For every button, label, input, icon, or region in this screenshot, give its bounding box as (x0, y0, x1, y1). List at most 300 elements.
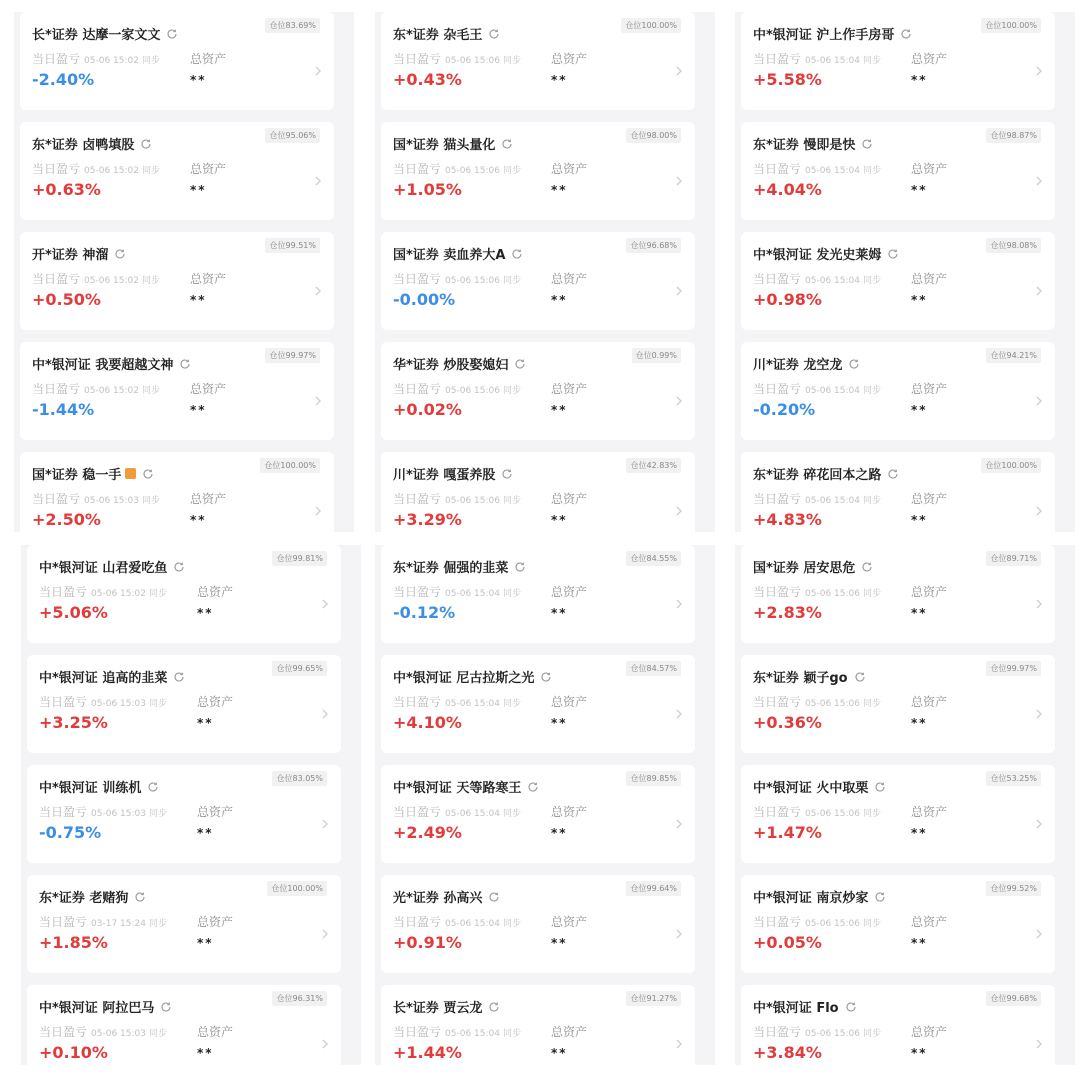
daily-pnl-value: +1.05% (393, 180, 462, 199)
sync-time: 05-06 15:06 (445, 496, 500, 506)
daily-pnl-label (32, 50, 160, 67)
account-card[interactable] (381, 452, 695, 532)
refresh-icon[interactable] (488, 28, 500, 40)
sync-time: 05-06 15:06 (445, 56, 500, 66)
chevron-right-icon[interactable] (321, 815, 329, 827)
total-assets-value: ** (911, 1046, 928, 1060)
refresh-icon[interactable] (501, 468, 513, 480)
chevron-right-icon[interactable] (321, 925, 329, 937)
account-card[interactable] (741, 985, 1055, 1065)
refresh-icon[interactable] (147, 781, 159, 793)
sync-label: 同步 (862, 809, 881, 819)
daily-pnl-label (39, 803, 167, 820)
total-assets-value: ** (911, 606, 928, 620)
account-panel (14, 12, 354, 532)
account-name-row (393, 24, 500, 43)
total-assets-value: ** (190, 183, 207, 197)
account-name: 东*证券 倔强的韭菜 (393, 561, 509, 576)
daily-pnl-value: +3.25% (39, 713, 108, 732)
account-card[interactable] (741, 232, 1055, 330)
chevron-right-icon[interactable] (675, 705, 683, 717)
position-badge: 仓位100.00% (621, 18, 681, 33)
account-name-row (753, 667, 866, 686)
badge-icon (125, 468, 136, 479)
total-assets-value: ** (551, 826, 568, 840)
pnl-label-text: 当日盈亏 (393, 382, 442, 396)
account-name-row (32, 354, 191, 373)
chevron-right-icon[interactable] (675, 595, 683, 607)
total-assets-label: 总资产 (551, 805, 588, 819)
account-card[interactable] (381, 765, 695, 863)
total-assets-label: 总资产 (551, 162, 588, 176)
chevron-right-icon[interactable] (675, 392, 683, 404)
position-badge: 仓位42.83% (626, 458, 681, 473)
daily-pnl-value: -0.12% (393, 603, 456, 622)
account-card[interactable] (381, 875, 695, 973)
refresh-icon[interactable] (514, 358, 526, 370)
account-name-row (393, 354, 526, 373)
total-assets-label: 总资产 (911, 162, 948, 176)
total-assets-label: 总资产 (190, 492, 227, 506)
position-badge: 仓位99.81% (272, 551, 327, 566)
sync-label: 同步 (148, 809, 167, 819)
account-name-row (753, 887, 886, 906)
refresh-icon[interactable] (887, 468, 899, 480)
refresh-icon[interactable] (845, 1001, 857, 1013)
position-badge: 仓位99.51% (265, 238, 320, 253)
daily-pnl-label (32, 160, 160, 177)
sync-label: 同步 (141, 166, 160, 176)
account-panel (375, 12, 715, 532)
chevron-right-icon[interactable] (675, 925, 683, 937)
refresh-icon[interactable] (848, 358, 860, 370)
total-assets-label: 总资产 (911, 52, 948, 66)
daily-pnl-label (753, 490, 881, 507)
refresh-icon[interactable] (874, 891, 886, 903)
chevron-right-icon[interactable] (314, 282, 322, 294)
sync-time: 05-06 15:06 (805, 699, 860, 709)
total-assets-value: ** (551, 183, 568, 197)
total-assets-label: 总资产 (551, 695, 588, 709)
refresh-icon[interactable] (540, 671, 552, 683)
daily-pnl-label (32, 270, 160, 287)
account-name-row (32, 244, 126, 263)
sync-time: 05-06 15:02 (84, 166, 139, 176)
total-assets-label: 总资产 (551, 52, 588, 66)
account-card[interactable] (381, 122, 695, 220)
daily-pnl-label (39, 913, 167, 930)
daily-pnl-value: +3.84% (753, 1043, 822, 1062)
sync-time: 05-06 15:04 (805, 386, 860, 396)
total-assets-label: 总资产 (551, 1025, 588, 1039)
sync-label: 同步 (862, 1029, 881, 1039)
chevron-right-icon[interactable] (314, 392, 322, 404)
account-name: 中*银河证 天等路寒王 (393, 781, 522, 796)
sync-time: 05-06 15:04 (445, 919, 500, 929)
account-card[interactable] (27, 985, 341, 1065)
account-name: 国*证券 猫头量化 (393, 138, 496, 153)
sync-label: 同步 (502, 56, 521, 66)
daily-pnl-label (393, 583, 521, 600)
chevron-right-icon[interactable] (1035, 392, 1043, 404)
account-panel (21, 545, 361, 1065)
account-panel (735, 12, 1075, 532)
chevron-right-icon[interactable] (1035, 925, 1043, 937)
sync-label: 同步 (862, 166, 881, 176)
daily-pnl-value: +1.85% (39, 933, 108, 952)
pnl-label-text: 当日盈亏 (39, 695, 88, 709)
daily-pnl-label (32, 380, 160, 397)
account-card[interactable] (741, 875, 1055, 973)
total-assets-value: ** (551, 513, 568, 527)
refresh-icon[interactable] (874, 781, 886, 793)
total-assets-label: 总资产 (190, 162, 227, 176)
account-name: 东*证券 卤鸭填股 (32, 138, 135, 153)
account-panel (375, 545, 715, 1065)
sync-label: 同步 (148, 699, 167, 709)
total-assets-value: ** (551, 73, 568, 87)
chevron-right-icon[interactable] (314, 172, 322, 184)
position-badge: 仓位99.65% (272, 661, 327, 676)
pnl-label-text: 当日盈亏 (753, 52, 802, 66)
refresh-icon[interactable] (142, 468, 154, 480)
sync-label: 同步 (502, 496, 521, 506)
account-card[interactable] (381, 985, 695, 1065)
chevron-right-icon[interactable] (1035, 705, 1043, 717)
position-badge: 仓位98.08% (986, 238, 1041, 253)
total-assets-label: 总资产 (551, 915, 588, 929)
position-badge: 仓位83.05% (272, 771, 327, 786)
account-name-row (753, 464, 899, 483)
account-card[interactable] (27, 545, 341, 643)
daily-pnl-label (39, 1023, 167, 1040)
pnl-label-text: 当日盈亏 (39, 805, 88, 819)
account-card[interactable] (381, 655, 695, 753)
position-badge: 仓位100.00% (267, 881, 327, 896)
daily-pnl-label (753, 1023, 881, 1040)
daily-pnl-value: +0.50% (32, 290, 101, 309)
pnl-label-text: 当日盈亏 (32, 162, 81, 176)
account-card[interactable] (27, 765, 341, 863)
pnl-label-text: 当日盈亏 (753, 162, 802, 176)
refresh-icon[interactable] (114, 248, 126, 260)
daily-pnl-value: +0.05% (753, 933, 822, 952)
account-card[interactable] (27, 875, 341, 973)
account-name-row (393, 134, 513, 153)
chevron-right-icon[interactable] (675, 502, 683, 514)
total-assets-label: 总资产 (190, 382, 227, 396)
total-assets-value: ** (911, 403, 928, 417)
position-badge: 仓位98.00% (626, 128, 681, 143)
account-card[interactable] (20, 452, 334, 532)
chevron-right-icon[interactable] (675, 815, 683, 827)
total-assets-value: ** (190, 513, 207, 527)
account-card[interactable] (381, 342, 695, 440)
pnl-label-text: 当日盈亏 (39, 1025, 88, 1039)
sync-label: 同步 (141, 56, 160, 66)
account-name-row (39, 777, 159, 796)
refresh-icon[interactable] (173, 561, 185, 573)
account-card[interactable] (741, 655, 1055, 753)
sync-time: 05-06 15:04 (805, 56, 860, 66)
chevron-right-icon[interactable] (1035, 595, 1043, 607)
sync-label: 同步 (862, 699, 881, 709)
refresh-icon[interactable] (160, 1001, 172, 1013)
refresh-icon[interactable] (140, 138, 152, 150)
total-assets-label: 总资产 (911, 1025, 948, 1039)
account-card[interactable] (381, 12, 695, 110)
daily-pnl-value: +0.36% (753, 713, 822, 732)
pnl-label-text: 当日盈亏 (32, 492, 81, 506)
sync-time: 05-06 15:06 (445, 386, 500, 396)
refresh-icon[interactable] (887, 248, 899, 260)
total-assets-label: 总资产 (551, 272, 588, 286)
sync-time: 05-06 15:03 (91, 1029, 146, 1039)
daily-pnl-label (393, 50, 521, 67)
total-assets-value: ** (911, 936, 928, 950)
chevron-right-icon[interactable] (675, 1035, 683, 1047)
total-assets-value: ** (551, 293, 568, 307)
total-assets-label: 总资产 (911, 915, 948, 929)
account-name: 中*银河证 尼古拉斯之光 (393, 671, 535, 686)
sync-time: 05-06 15:02 (84, 56, 139, 66)
account-name: 开*证券 神溜 (32, 248, 109, 263)
position-badge: 仓位100.00% (981, 18, 1041, 33)
chevron-right-icon[interactable] (314, 62, 322, 74)
position-badge: 仓位99.97% (986, 661, 1041, 676)
total-assets-label: 总资产 (190, 52, 227, 66)
account-name-row (32, 134, 152, 153)
daily-pnl-label (393, 160, 521, 177)
pnl-label-text: 当日盈亏 (753, 382, 802, 396)
account-name: 长*证券 贾云龙 (393, 1001, 483, 1016)
refresh-icon[interactable] (179, 358, 191, 370)
total-assets-value: ** (911, 293, 928, 307)
position-badge: 仓位99.97% (265, 348, 320, 363)
total-assets-label: 总资产 (197, 585, 234, 599)
chevron-right-icon[interactable] (1035, 502, 1043, 514)
daily-pnl-value: +4.10% (393, 713, 462, 732)
total-assets-value: ** (197, 606, 214, 620)
refresh-icon[interactable] (514, 561, 526, 573)
refresh-icon[interactable] (854, 671, 866, 683)
refresh-icon[interactable] (166, 28, 178, 40)
refresh-icon[interactable] (900, 28, 912, 40)
refresh-icon[interactable] (173, 671, 185, 683)
account-card[interactable] (20, 342, 334, 440)
sync-label: 同步 (141, 386, 160, 396)
total-assets-label: 总资产 (197, 1025, 234, 1039)
sync-label: 同步 (862, 56, 881, 66)
total-assets-value: ** (551, 403, 568, 417)
account-card[interactable] (741, 122, 1055, 220)
total-assets-value: ** (551, 606, 568, 620)
chevron-right-icon[interactable] (1035, 62, 1043, 74)
daily-pnl-value: -1.44% (32, 400, 95, 419)
chevron-right-icon[interactable] (1035, 1035, 1043, 1047)
account-name-row (39, 887, 146, 906)
total-assets-value: ** (197, 936, 214, 950)
daily-pnl-value: +0.91% (393, 933, 462, 952)
total-assets-value: ** (911, 73, 928, 87)
chevron-right-icon[interactable] (675, 172, 683, 184)
daily-pnl-label (39, 583, 167, 600)
chevron-right-icon[interactable] (314, 502, 322, 514)
pnl-label-text: 当日盈亏 (393, 272, 442, 286)
total-assets-value: ** (197, 826, 214, 840)
total-assets-value: ** (911, 826, 928, 840)
account-name-row (393, 997, 500, 1016)
position-badge: 仓位83.69% (265, 18, 320, 33)
account-name: 中*银河证 我要超越文神 (32, 358, 174, 373)
account-name: 光*证券 孙高兴 (393, 891, 483, 906)
account-card[interactable] (741, 342, 1055, 440)
refresh-icon[interactable] (488, 1001, 500, 1013)
account-name-row (393, 777, 539, 796)
chevron-right-icon[interactable] (1035, 815, 1043, 827)
sync-label: 同步 (502, 589, 521, 599)
total-assets-value: ** (551, 716, 568, 730)
pnl-label-text: 当日盈亏 (393, 492, 442, 506)
total-assets-label: 总资产 (551, 492, 588, 506)
sync-label: 同步 (502, 809, 521, 819)
daily-pnl-label (393, 913, 521, 930)
pnl-label-text: 当日盈亏 (32, 272, 81, 286)
total-assets-label: 总资产 (911, 382, 948, 396)
account-name-row (753, 244, 899, 263)
account-name-row (753, 24, 912, 43)
position-badge: 仓位96.31% (272, 991, 327, 1006)
daily-pnl-value: +0.98% (753, 290, 822, 309)
daily-pnl-label (393, 1023, 521, 1040)
account-name-row (753, 354, 860, 373)
account-card[interactable] (20, 12, 334, 110)
refresh-icon[interactable] (861, 138, 873, 150)
chevron-right-icon[interactable] (675, 282, 683, 294)
position-badge: 仓位99.52% (986, 881, 1041, 896)
position-badge: 仓位89.85% (626, 771, 681, 786)
position-badge: 仓位100.00% (260, 458, 320, 473)
daily-pnl-value: +1.47% (753, 823, 822, 842)
sync-time: 05-06 15:04 (805, 496, 860, 506)
pnl-label-text: 当日盈亏 (39, 585, 88, 599)
account-name: 华*证券 炒股娶媳妇 (393, 358, 509, 373)
refresh-icon[interactable] (861, 561, 873, 573)
total-assets-label: 总资产 (197, 695, 234, 709)
account-card[interactable] (741, 545, 1055, 643)
account-name: 中*银河证 训练机 (39, 781, 142, 796)
account-name-row (753, 997, 857, 1016)
refresh-icon[interactable] (501, 138, 513, 150)
daily-pnl-label (753, 583, 881, 600)
position-badge: 仓位95.06% (265, 128, 320, 143)
chevron-right-icon[interactable] (675, 62, 683, 74)
total-assets-label: 总资产 (911, 585, 948, 599)
account-name: 中*银河证 Flo (753, 1001, 839, 1016)
daily-pnl-value: +0.63% (32, 180, 101, 199)
chevron-right-icon[interactable] (321, 705, 329, 717)
sync-label: 同步 (141, 276, 160, 286)
daily-pnl-value: +1.44% (393, 1043, 462, 1062)
account-name: 中*银河证 山君爱吃鱼 (39, 561, 168, 576)
refresh-icon[interactable] (527, 781, 539, 793)
daily-pnl-label (32, 490, 160, 507)
account-card[interactable] (20, 122, 334, 220)
position-badge: 仓位99.64% (626, 881, 681, 896)
sync-time: 05-06 15:06 (805, 1029, 860, 1039)
pnl-label-text: 当日盈亏 (753, 695, 802, 709)
account-name-row (393, 464, 513, 483)
sync-time: 05-06 15:04 (445, 1029, 500, 1039)
total-assets-value: ** (551, 1046, 568, 1060)
refresh-icon[interactable] (134, 891, 146, 903)
pnl-label-text: 当日盈亏 (393, 805, 442, 819)
pnl-label-text: 当日盈亏 (393, 585, 442, 599)
daily-pnl-value: +4.83% (753, 510, 822, 529)
total-assets-label: 总资产 (551, 382, 588, 396)
chevron-right-icon[interactable] (1035, 172, 1043, 184)
total-assets-label: 总资产 (911, 492, 948, 506)
refresh-icon[interactable] (511, 248, 523, 260)
account-card[interactable] (741, 765, 1055, 863)
account-card[interactable] (27, 655, 341, 753)
chevron-right-icon[interactable] (1035, 282, 1043, 294)
chevron-right-icon[interactable] (321, 595, 329, 607)
account-name-row (393, 244, 523, 263)
pnl-label-text: 当日盈亏 (753, 272, 802, 286)
account-name: 川*证券 嘎蛋养股 (393, 468, 496, 483)
sync-label: 同步 (502, 166, 521, 176)
daily-pnl-value: +2.83% (753, 603, 822, 622)
sync-time: 05-06 15:04 (805, 166, 860, 176)
total-assets-value: ** (190, 403, 207, 417)
pnl-label-text: 当日盈亏 (753, 492, 802, 506)
total-assets-value: ** (551, 936, 568, 950)
chevron-right-icon[interactable] (321, 1035, 329, 1047)
refresh-icon[interactable] (488, 891, 500, 903)
account-name-row (39, 997, 172, 1016)
daily-pnl-label (753, 693, 881, 710)
position-badge: 仓位84.57% (626, 661, 681, 676)
sync-label: 同步 (148, 1029, 167, 1039)
account-name: 中*银河证 发光史莱姆 (753, 248, 882, 263)
sync-time: 05-06 15:04 (445, 589, 500, 599)
daily-pnl-label (393, 490, 521, 507)
daily-pnl-label (753, 50, 881, 67)
pnl-label-text: 当日盈亏 (393, 52, 442, 66)
sync-label: 同步 (141, 496, 160, 506)
account-card[interactable] (381, 545, 695, 643)
daily-pnl-value: +5.58% (753, 70, 822, 89)
daily-pnl-value: +3.29% (393, 510, 462, 529)
sync-time: 05-06 15:04 (445, 699, 500, 709)
total-assets-value: ** (911, 183, 928, 197)
account-card[interactable] (741, 12, 1055, 110)
position-badge: 仓位0.99% (632, 348, 681, 363)
account-name: 国*证券 稳一手 (32, 468, 122, 483)
account-card[interactable] (381, 232, 695, 330)
daily-pnl-value: +4.04% (753, 180, 822, 199)
pnl-label-text: 当日盈亏 (39, 915, 88, 929)
account-card[interactable] (20, 232, 334, 330)
daily-pnl-value: -0.00% (393, 290, 456, 309)
sync-time: 05-06 15:03 (91, 699, 146, 709)
account-card[interactable] (741, 452, 1055, 532)
daily-pnl-label (753, 380, 881, 397)
account-name-row (393, 887, 500, 906)
account-name: 东*证券 慢即是快 (753, 138, 856, 153)
daily-pnl-value: -0.75% (39, 823, 102, 842)
